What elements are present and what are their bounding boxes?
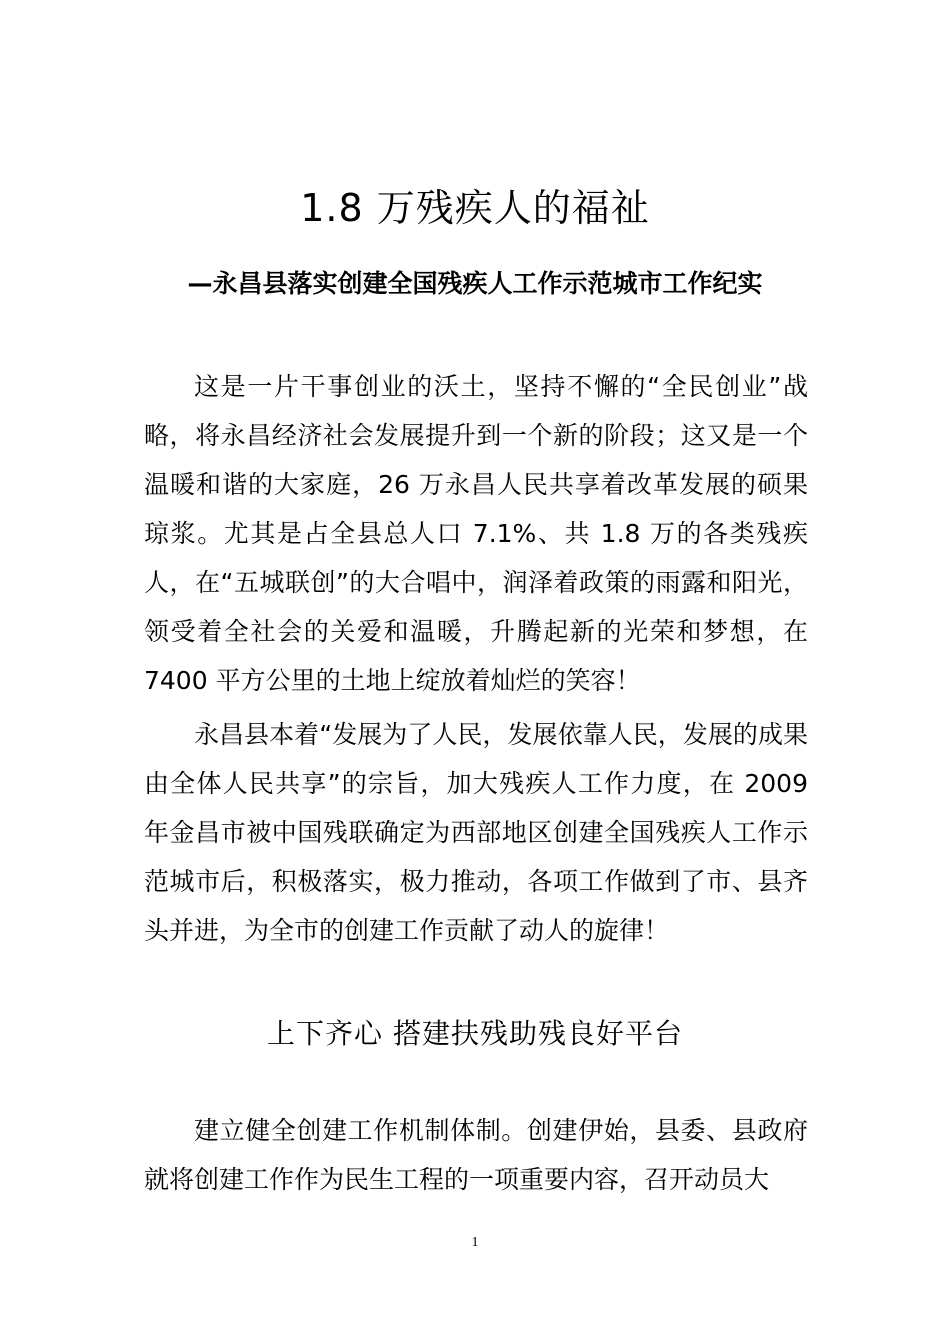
section-heading: 上下齐心 搭建扶残助残良好平台 xyxy=(267,1017,683,1050)
document-subtitle: —永昌县落实创建全国残疾人工作示范城市工作纪实 xyxy=(187,269,763,298)
body-paragraph-3: 建立健全创建工作机制体制。创建伊始，县委、县政府就将创建工作作为民生工程的一项重要内容，召开动员大 xyxy=(144,1116,808,1194)
document-title: 1.8 万残疾人的福祉 xyxy=(300,186,650,230)
body-paragraph-2: 永昌县本着“发展为了人民，发展依靠人民，发展的成果由全体人民共享”的宗旨，加大残疾人工作力度，在 2009 年金昌市被中国残联确定为西部地区创建全国残疾人工作示范城市后，积极落实，极力推动，各项工作做到了市、县齐头并进，为全市的创建工作贡献了动人的旋律！ xyxy=(144,720,808,945)
body-paragraph-1: 这是一片干事创业的沃土，坚持不懈的“全民创业”战略，将永昌经济社会发展提升到一个新的阶段；这又是一个温暖和谐的大家庭，26 万永昌人民共享着改革发展的硕果琼浆。尤其是占全县总人口 7.1%、共 1.8 万的各类残疾人，在“五城联创”的大合唱中，润泽着政策的雨露和阳光，领受着全社会的关爱和温暖，升腾起新的光荣和梦想，在 7400 平方公里的土地上绽放着灿烂的笑容！ xyxy=(144,372,808,695)
page-number: 1 xyxy=(471,1235,479,1250)
